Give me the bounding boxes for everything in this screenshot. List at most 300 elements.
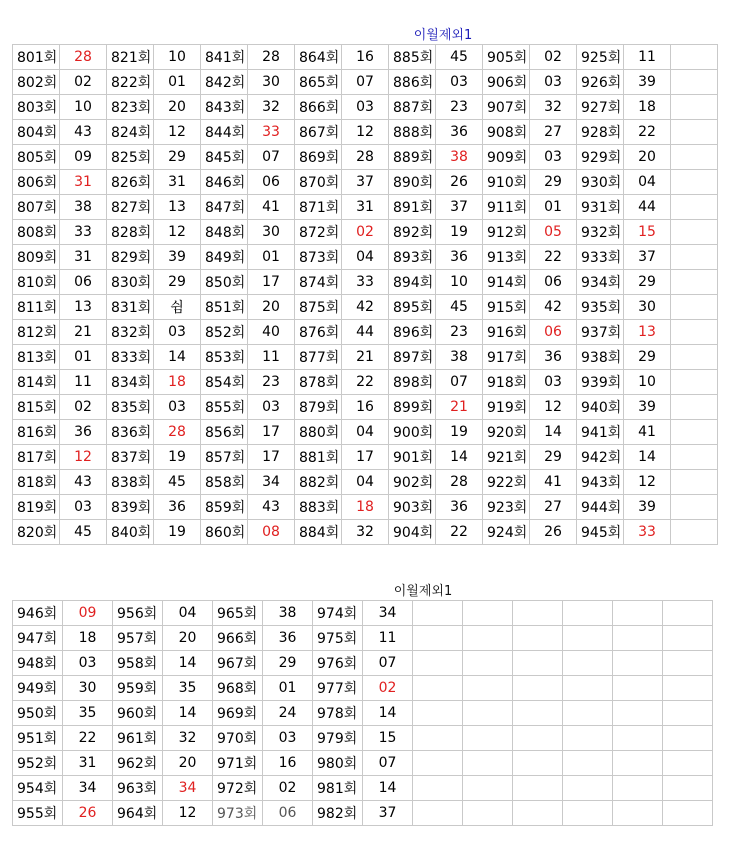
round-number: 12 <box>154 220 201 245</box>
round-label: 824회 <box>107 120 154 145</box>
round-number: 37 <box>342 170 389 195</box>
round-label: 801회 <box>13 45 60 70</box>
round-label: 898회 <box>389 370 436 395</box>
round-label: 919회 <box>483 395 530 420</box>
round-label: 874회 <box>295 270 342 295</box>
round-number: 03 <box>436 70 483 95</box>
round-label: 842회 <box>201 70 248 95</box>
round-label: 959회 <box>113 676 163 701</box>
round-label: 802회 <box>13 70 60 95</box>
round-number: 29 <box>154 270 201 295</box>
round-number: 12 <box>342 120 389 145</box>
round-label: 922회 <box>483 470 530 495</box>
round-number: 27 <box>530 495 577 520</box>
round-label: 895회 <box>389 295 436 320</box>
empty-cell <box>463 701 513 726</box>
round-label: 865회 <box>295 70 342 95</box>
round-label: 812회 <box>13 320 60 345</box>
table-row <box>13 495 718 520</box>
round-number: 11 <box>60 370 107 395</box>
round-label: 878회 <box>295 370 342 395</box>
round-label: 970회 <box>213 726 263 751</box>
round-label: 827회 <box>107 195 154 220</box>
round-label: 853회 <box>201 345 248 370</box>
empty-cell <box>613 651 663 676</box>
round-label: 951회 <box>13 726 63 751</box>
round-number: 20 <box>248 295 295 320</box>
round-number: 22 <box>624 120 671 145</box>
round-number: 39 <box>624 70 671 95</box>
round-label: 902회 <box>389 470 436 495</box>
round-number: 09 <box>63 601 113 626</box>
empty-cell <box>671 45 718 70</box>
round-number: 36 <box>60 420 107 445</box>
round-number: 29 <box>624 345 671 370</box>
empty-cell <box>613 626 663 651</box>
round-number: 28 <box>436 470 483 495</box>
round-number: 39 <box>624 395 671 420</box>
round-label: 967회 <box>213 651 263 676</box>
round-label: 831회 <box>107 295 154 320</box>
table-row <box>13 601 713 626</box>
round-label: 971회 <box>213 751 263 776</box>
round-label: 851회 <box>201 295 248 320</box>
round-label: 873회 <box>295 245 342 270</box>
table-row <box>13 145 718 170</box>
round-number: 40 <box>248 320 295 345</box>
round-number: 33 <box>60 220 107 245</box>
round-label: 954회 <box>13 776 63 801</box>
round-label: 979회 <box>313 726 363 751</box>
round-number: 쉼 <box>154 295 201 320</box>
round-number: 10 <box>154 45 201 70</box>
round-number: 33 <box>248 120 295 145</box>
empty-cell <box>513 801 563 826</box>
empty-cell <box>463 726 513 751</box>
round-label: 883회 <box>295 495 342 520</box>
round-number: 20 <box>154 95 201 120</box>
round-label: 934회 <box>577 270 624 295</box>
round-number: 41 <box>248 195 295 220</box>
round-number: 10 <box>436 270 483 295</box>
round-label: 969회 <box>213 701 263 726</box>
round-number: 20 <box>163 751 213 776</box>
round-number: 36 <box>263 626 313 651</box>
round-label: 823회 <box>107 95 154 120</box>
draw-results-table-2 <box>12 600 713 826</box>
round-number: 28 <box>248 45 295 70</box>
round-label: 906회 <box>483 70 530 95</box>
round-label: 938회 <box>577 345 624 370</box>
round-label: 943회 <box>577 470 624 495</box>
round-label: 963회 <box>113 776 163 801</box>
round-label: 855회 <box>201 395 248 420</box>
empty-cell <box>513 601 563 626</box>
round-number: 36 <box>436 120 483 145</box>
round-number: 45 <box>436 45 483 70</box>
empty-cell <box>563 626 613 651</box>
table-row <box>13 45 718 70</box>
round-label: 803회 <box>13 95 60 120</box>
round-number: 26 <box>63 801 113 826</box>
round-number: 31 <box>60 245 107 270</box>
empty-cell <box>663 601 713 626</box>
empty-cell <box>671 195 718 220</box>
round-label: 911회 <box>483 195 530 220</box>
round-number: 03 <box>342 95 389 120</box>
table1-title: 이월제외1 <box>413 28 473 43</box>
table-row <box>13 445 718 470</box>
round-label: 849회 <box>201 245 248 270</box>
round-label: 891회 <box>389 195 436 220</box>
round-number: 12 <box>163 801 213 826</box>
round-label: 915회 <box>483 295 530 320</box>
round-number: 01 <box>530 195 577 220</box>
round-number: 22 <box>342 370 389 395</box>
empty-cell <box>563 776 613 801</box>
round-number: 45 <box>60 520 107 545</box>
round-label: 839회 <box>107 495 154 520</box>
round-label: 924회 <box>483 520 530 545</box>
round-label: 836회 <box>107 420 154 445</box>
round-label: 920회 <box>483 420 530 445</box>
empty-cell <box>671 220 718 245</box>
round-label: 828회 <box>107 220 154 245</box>
round-number: 28 <box>154 420 201 445</box>
round-number: 28 <box>60 45 107 70</box>
empty-cell <box>663 726 713 751</box>
round-number: 26 <box>530 520 577 545</box>
empty-cell <box>613 726 663 751</box>
round-number: 30 <box>63 676 113 701</box>
round-number: 10 <box>624 370 671 395</box>
round-label: 900회 <box>389 420 436 445</box>
round-label: 916회 <box>483 320 530 345</box>
round-label: 907회 <box>483 95 530 120</box>
round-label: 886회 <box>389 70 436 95</box>
round-label: 913회 <box>483 245 530 270</box>
table-row <box>13 520 718 545</box>
round-number: 19 <box>436 220 483 245</box>
round-label: 933회 <box>577 245 624 270</box>
round-label: 810회 <box>13 270 60 295</box>
round-label: 805회 <box>13 145 60 170</box>
round-number: 04 <box>342 245 389 270</box>
round-label: 844회 <box>201 120 248 145</box>
table-row <box>13 701 713 726</box>
empty-cell <box>613 801 663 826</box>
round-number: 37 <box>436 195 483 220</box>
round-number: 01 <box>263 676 313 701</box>
round-number: 16 <box>342 395 389 420</box>
round-label: 884회 <box>295 520 342 545</box>
empty-cell <box>413 801 463 826</box>
round-label: 935회 <box>577 295 624 320</box>
round-number: 23 <box>248 370 295 395</box>
round-number: 29 <box>530 170 577 195</box>
round-number: 15 <box>363 726 413 751</box>
round-number: 16 <box>263 751 313 776</box>
round-label: 931회 <box>577 195 624 220</box>
round-label: 968회 <box>213 676 263 701</box>
round-number: 32 <box>530 95 577 120</box>
round-number: 13 <box>624 320 671 345</box>
round-number: 03 <box>154 395 201 420</box>
round-number: 12 <box>530 395 577 420</box>
round-number: 14 <box>363 776 413 801</box>
empty-cell <box>671 145 718 170</box>
round-number: 02 <box>530 45 577 70</box>
round-number: 37 <box>363 801 413 826</box>
round-label: 975회 <box>313 626 363 651</box>
round-number: 28 <box>342 145 389 170</box>
table-row <box>13 751 713 776</box>
round-number: 20 <box>624 145 671 170</box>
table-row <box>13 395 718 420</box>
round-label: 808회 <box>13 220 60 245</box>
round-number: 12 <box>624 470 671 495</box>
table-row <box>13 776 713 801</box>
round-number: 02 <box>60 395 107 420</box>
round-number: 18 <box>342 495 389 520</box>
table-row <box>13 470 718 495</box>
empty-cell <box>513 676 563 701</box>
round-label: 850회 <box>201 270 248 295</box>
round-label: 928회 <box>577 120 624 145</box>
round-number: 02 <box>263 776 313 801</box>
empty-cell <box>463 801 513 826</box>
table2-title: 이월제외1 <box>393 584 453 599</box>
round-label: 973회 <box>213 801 263 826</box>
round-number: 17 <box>248 445 295 470</box>
round-number: 37 <box>624 245 671 270</box>
round-label: 843회 <box>201 95 248 120</box>
empty-cell <box>671 320 718 345</box>
round-label: 892회 <box>389 220 436 245</box>
round-label: 956회 <box>113 601 163 626</box>
round-label: 848회 <box>201 220 248 245</box>
empty-cell <box>463 651 513 676</box>
round-label: 870회 <box>295 170 342 195</box>
table-row <box>13 245 718 270</box>
round-number: 01 <box>60 345 107 370</box>
round-number: 38 <box>263 601 313 626</box>
round-label: 965회 <box>213 601 263 626</box>
round-label: 832회 <box>107 320 154 345</box>
empty-cell <box>671 270 718 295</box>
empty-cell <box>671 395 718 420</box>
round-number: 07 <box>363 651 413 676</box>
table-row <box>13 70 718 95</box>
round-number: 29 <box>624 270 671 295</box>
round-label: 942회 <box>577 445 624 470</box>
round-label: 811회 <box>13 295 60 320</box>
round-label: 885회 <box>389 45 436 70</box>
round-number: 29 <box>154 145 201 170</box>
round-number: 23 <box>436 95 483 120</box>
round-number: 43 <box>60 120 107 145</box>
round-label: 981회 <box>313 776 363 801</box>
round-number: 33 <box>624 520 671 545</box>
round-label: 948회 <box>13 651 63 676</box>
round-number: 38 <box>60 195 107 220</box>
table-row <box>13 370 718 395</box>
round-number: 06 <box>530 270 577 295</box>
round-label: 829회 <box>107 245 154 270</box>
round-number: 38 <box>436 145 483 170</box>
round-number: 35 <box>163 676 213 701</box>
round-label: 945회 <box>577 520 624 545</box>
round-label: 908회 <box>483 120 530 145</box>
round-label: 845회 <box>201 145 248 170</box>
round-label: 923회 <box>483 495 530 520</box>
round-number: 41 <box>530 470 577 495</box>
empty-cell <box>413 726 463 751</box>
round-number: 03 <box>63 651 113 676</box>
empty-cell <box>463 676 513 701</box>
empty-cell <box>563 801 613 826</box>
round-label: 817회 <box>13 445 60 470</box>
round-label: 952회 <box>13 751 63 776</box>
round-number: 02 <box>60 70 107 95</box>
round-label: 877회 <box>295 345 342 370</box>
round-label: 864회 <box>295 45 342 70</box>
round-number: 03 <box>248 395 295 420</box>
round-number: 03 <box>60 495 107 520</box>
empty-cell <box>663 626 713 651</box>
empty-cell <box>663 676 713 701</box>
round-label: 818회 <box>13 470 60 495</box>
round-number: 32 <box>248 95 295 120</box>
round-number: 39 <box>624 495 671 520</box>
empty-cell <box>563 651 613 676</box>
round-label: 962회 <box>113 751 163 776</box>
round-label: 904회 <box>389 520 436 545</box>
empty-cell <box>613 676 663 701</box>
round-label: 917회 <box>483 345 530 370</box>
round-label: 833회 <box>107 345 154 370</box>
round-label: 905회 <box>483 45 530 70</box>
round-number: 26 <box>436 170 483 195</box>
round-label: 806회 <box>13 170 60 195</box>
round-label: 899회 <box>389 395 436 420</box>
round-number: 22 <box>530 245 577 270</box>
round-number: 06 <box>248 170 295 195</box>
table-row <box>13 626 713 651</box>
round-number: 11 <box>248 345 295 370</box>
round-number: 03 <box>530 145 577 170</box>
round-number: 15 <box>624 220 671 245</box>
round-label: 804회 <box>13 120 60 145</box>
round-number: 03 <box>530 70 577 95</box>
round-number: 31 <box>154 170 201 195</box>
round-number: 44 <box>624 195 671 220</box>
round-label: 925회 <box>577 45 624 70</box>
empty-cell <box>671 95 718 120</box>
round-label: 876회 <box>295 320 342 345</box>
round-number: 19 <box>154 520 201 545</box>
round-number: 04 <box>163 601 213 626</box>
empty-cell <box>463 776 513 801</box>
round-label: 813회 <box>13 345 60 370</box>
round-number: 30 <box>248 220 295 245</box>
round-number: 36 <box>154 495 201 520</box>
round-number: 18 <box>624 95 671 120</box>
empty-cell <box>513 776 563 801</box>
empty-cell <box>613 701 663 726</box>
round-number: 21 <box>436 395 483 420</box>
round-number: 14 <box>363 701 413 726</box>
round-label: 894회 <box>389 270 436 295</box>
round-number: 18 <box>154 370 201 395</box>
table-row <box>13 220 718 245</box>
round-number: 14 <box>163 651 213 676</box>
round-label: 961회 <box>113 726 163 751</box>
empty-cell <box>663 751 713 776</box>
empty-cell <box>463 751 513 776</box>
round-number: 14 <box>163 701 213 726</box>
round-number: 04 <box>624 170 671 195</box>
empty-cell <box>671 345 718 370</box>
round-label: 859회 <box>201 495 248 520</box>
round-number: 34 <box>63 776 113 801</box>
round-number: 23 <box>436 320 483 345</box>
table-row <box>13 651 713 676</box>
round-label: 977회 <box>313 676 363 701</box>
empty-cell <box>671 420 718 445</box>
table-row <box>13 801 713 826</box>
round-label: 949회 <box>13 676 63 701</box>
round-number: 43 <box>248 495 295 520</box>
round-label: 879회 <box>295 395 342 420</box>
table-row <box>13 270 718 295</box>
empty-cell <box>413 676 463 701</box>
round-label: 960회 <box>113 701 163 726</box>
round-number: 02 <box>363 676 413 701</box>
round-number: 04 <box>342 470 389 495</box>
round-label: 847회 <box>201 195 248 220</box>
round-number: 18 <box>63 626 113 651</box>
round-label: 852회 <box>201 320 248 345</box>
round-number: 03 <box>154 320 201 345</box>
round-label: 867회 <box>295 120 342 145</box>
round-number: 44 <box>342 320 389 345</box>
empty-cell <box>613 776 663 801</box>
round-number: 31 <box>63 751 113 776</box>
round-number: 30 <box>248 70 295 95</box>
round-label: 826회 <box>107 170 154 195</box>
round-label: 880회 <box>295 420 342 445</box>
empty-cell <box>671 70 718 95</box>
round-label: 946회 <box>13 601 63 626</box>
round-label: 837회 <box>107 445 154 470</box>
round-number: 17 <box>342 445 389 470</box>
round-label: 822회 <box>107 70 154 95</box>
empty-cell <box>513 726 563 751</box>
round-label: 982회 <box>313 801 363 826</box>
table-row <box>13 420 718 445</box>
round-number: 22 <box>436 520 483 545</box>
round-label: 854회 <box>201 370 248 395</box>
round-number: 29 <box>530 445 577 470</box>
empty-cell <box>413 776 463 801</box>
round-number: 03 <box>530 370 577 395</box>
round-number: 09 <box>60 145 107 170</box>
round-label: 976회 <box>313 651 363 676</box>
round-label: 830회 <box>107 270 154 295</box>
empty-cell <box>413 751 463 776</box>
round-label: 834회 <box>107 370 154 395</box>
